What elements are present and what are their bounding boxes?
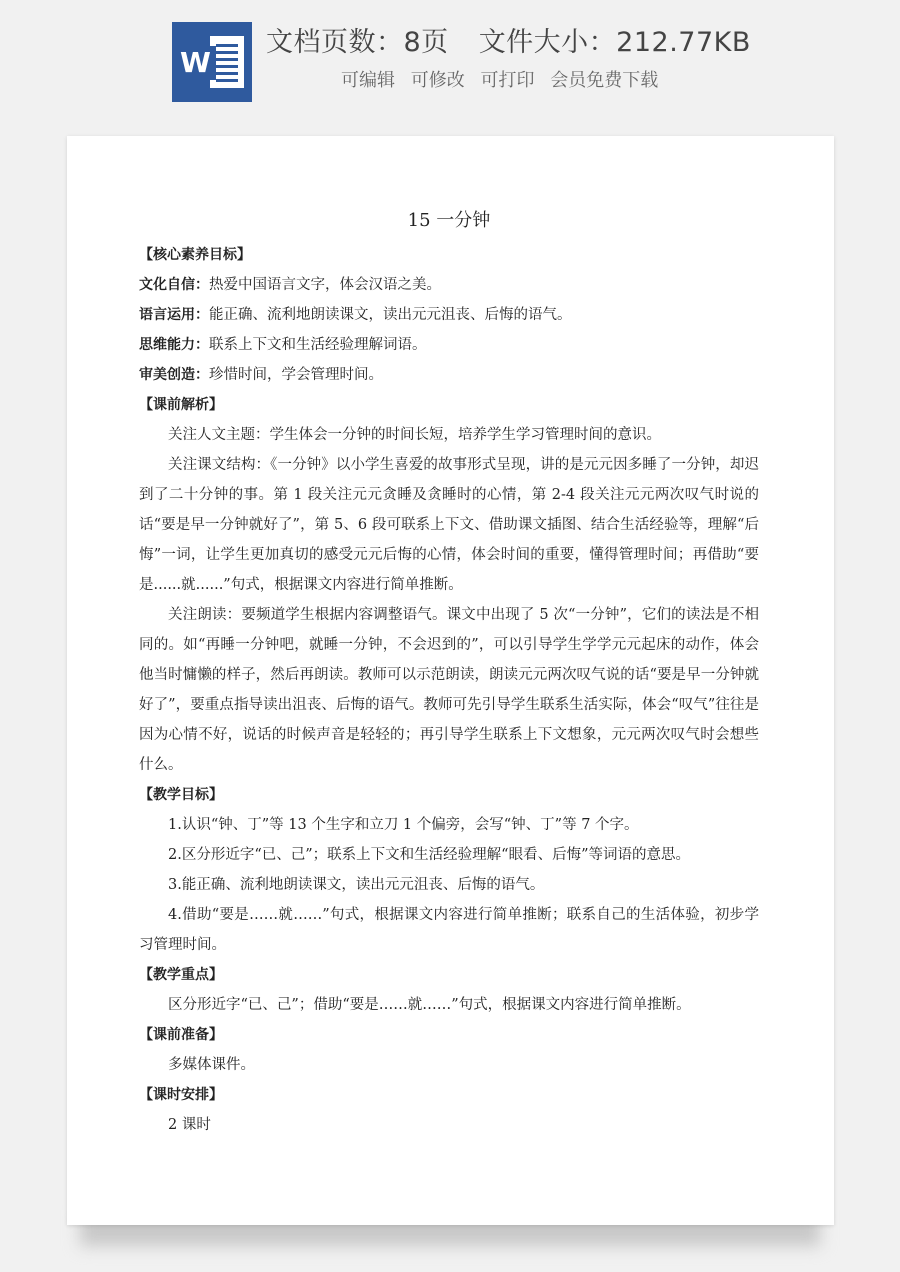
- analysis-paragraph: 关注朗读：要频道学生根据内容调整语气。课文中出现了 5 次“一分钟”，它们的读法是不相同的。如“再睡一分钟吧，就睡一分钟，不会迟到的”，可以引导学生学学元元起床的动作，体会他当时慵懒的样子，然后再朗读。教师可以示范朗读，朗读元元两次叹气说的话“要是早一分钟就好了”，要重点指导读出沮丧、后悔的语气。教师可先引导学生联系生活实际，体会“叹气”往往是因为心情不好，说话的时候声音是轻轻的；再引导学生联系上下文想象，元元两次叹气时会想些什么。: [139, 607, 759, 773]
- file-size: 文件大小：212.77KB: [478, 27, 751, 58]
- goal-item: [139, 300, 759, 330]
- analysis-paragraph: 关注课文结构：《一分钟》以小学生喜爱的故事形式呈现，讲的是元元因多睡了一分钟，却迟到了二十分钟的事。第 1 段关注元元贪睡及贪睡时的心情，第 2-4 段关注元元两次叹气时说的话“要是早一分钟就好了”，第 5、6 段可联系上下文、借助课文插图、结合生活经验等，理解“后悔”一词，让学生更加真切的感受元元后悔的心情，体会时间的重要，懂得管理时间；再借助“要是......就......”句式，根据课文内容进行简单推断。: [139, 457, 759, 593]
- feature-list: [341, 66, 668, 92]
- feature-modifiable: 可修改: [410, 70, 465, 91]
- analysis-paragraph: 关注人文主题：学生体会一分钟的时间长短，培养学生学习管理时间的意识。: [168, 427, 661, 443]
- key-points-text: 区分形近字“已、己”；借助“要是……就……”句式，根据课文内容进行简单推断。: [168, 997, 691, 1013]
- teaching-goal-item: 1.认识“钟、丁”等 13 个生字和立刀 1 个偏旁，会写“钟、丁”等 7 个字。: [168, 817, 639, 833]
- schedule-text: 2 课时: [168, 1117, 211, 1133]
- section-heading-schedule: 【课时安排】: [139, 1087, 223, 1103]
- feature-member-download: 会员免费下载: [550, 70, 659, 91]
- teaching-goal-item: 2.区分形近字“已、己”；联系上下文和生活经验理解“眼看、后悔”等词语的意思。: [168, 847, 690, 863]
- goal-label: 语言运用：: [139, 307, 209, 323]
- goal-item: [139, 330, 759, 360]
- document-page: [67, 136, 834, 1225]
- goal-label: 文化自信：: [139, 277, 209, 293]
- word-letter: W: [180, 46, 216, 80]
- section-heading-teaching-goals: 【教学目标】: [139, 787, 223, 803]
- goal-label: 审美创造：: [139, 367, 209, 383]
- preparation-text: 多媒体课件。: [168, 1057, 255, 1073]
- section-heading-core-goals: 【核心素养目标】: [139, 247, 251, 263]
- word-document-icon: [172, 22, 252, 102]
- section-heading-pre-class-analysis: 【课前解析】: [139, 397, 223, 413]
- feature-printable: 可打印: [480, 70, 535, 91]
- teaching-goal-item: 3.能正确、流利地朗读课文，读出元元沮丧、后悔的语气。: [168, 877, 545, 893]
- document-content: [139, 206, 759, 1140]
- teaching-goal-item: 4.借助“要是……就……”句式，根据课文内容进行简单推断；联系自己的生活体验，初步学习管理时间。: [139, 907, 759, 953]
- goal-text: 热爱中国语言文字，体会汉语之美。: [209, 277, 441, 293]
- document-title: 15 一分钟: [407, 210, 491, 231]
- section-heading-key-points: 【教学重点】: [139, 967, 223, 983]
- goal-label: 思维能力：: [139, 337, 209, 353]
- goal-text: 联系上下文和生活经验理解词语。: [209, 337, 427, 353]
- file-info: [266, 20, 751, 59]
- goal-text: 能正确、流利地朗读课文，读出元元沮丧、后悔的语气。: [209, 307, 572, 323]
- section-heading-preparation: 【课前准备】: [139, 1027, 223, 1043]
- goal-text: 珍惜时间，学会管理时间。: [209, 367, 383, 383]
- goal-item: [139, 360, 759, 390]
- goal-item: [139, 270, 759, 300]
- page-count: 文档页数：8页: [266, 27, 449, 58]
- feature-editable: 可编辑: [341, 70, 395, 91]
- download-banner: [0, 0, 900, 115]
